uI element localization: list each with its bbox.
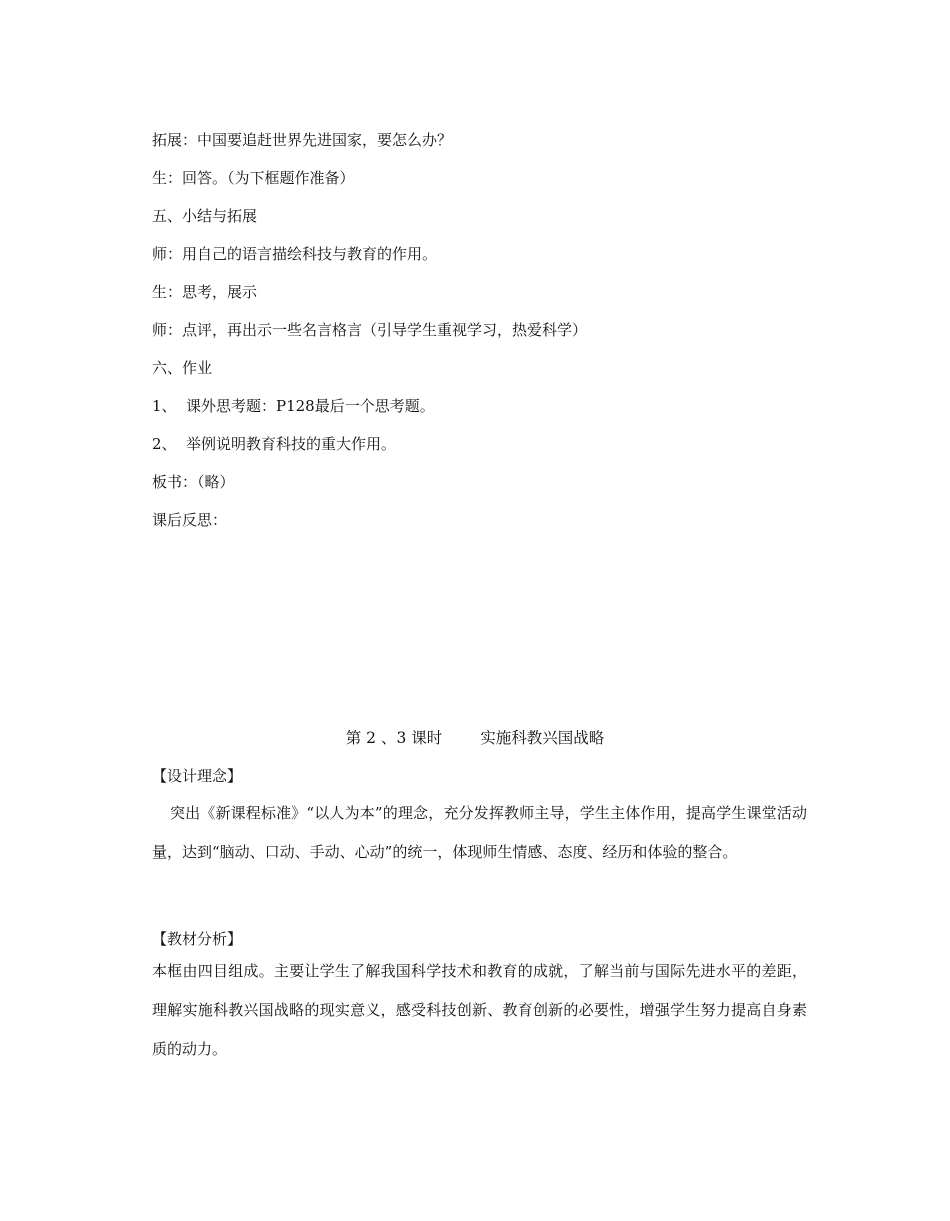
design-concept-heading: 【设计理念】 <box>152 767 243 785</box>
design-concept-text: 突出《新课程标准》“以人为本”的理念，充分发挥教师主导，学生主体作用，提高学生课堂活动量，达到“脑动、口动、手动、心动”的统一，体现师生情感、态度、经历和体验的整合。 <box>152 804 807 861</box>
reflection-label: 课后反思： <box>152 511 228 529</box>
teacher-prompt: 师：用自己的语言描绘科技与教育的作用。 <box>152 245 438 263</box>
section-heading-summary: 五、小结与拓展 <box>152 207 258 225</box>
teacher-comment: 师：点评，再出示一些名言格言（引导学生重视学习，热爱科学） <box>152 321 588 339</box>
extension-question: 拓展：中国要追赶世界先进国家，要怎么办？ <box>152 131 453 149</box>
homework-item <box>152 434 396 454</box>
homework-text: 举例说明教育科技的重大作用。 <box>186 435 397 453</box>
lesson-title <box>0 728 950 748</box>
student-answer: 生：回答。（为下框题作准备） <box>152 169 355 187</box>
lesson-period: 第 2 、3 课时 <box>345 729 443 747</box>
student-response: 生：思考，展示 <box>152 283 258 301</box>
homework-number: 1、 <box>152 397 177 415</box>
homework-number: 2、 <box>152 435 177 453</box>
material-analysis-heading: 【教材分析】 <box>152 930 243 948</box>
board-note: 板书：（略） <box>152 473 235 491</box>
homework-text: 课外思考题：P128最后一个思考题。 <box>186 397 435 415</box>
homework-item <box>152 396 435 416</box>
section-heading-homework: 六、作业 <box>152 359 213 377</box>
material-analysis-text: 本框由四目组成。主要让学生了解我国科学技术和教育的成就，了解当前与国际先进水平的差距，理解实施科教兴国战略的现实意义，感受科技创新、教育创新的必要性，增强学生努力提高自身素质的动力。 <box>152 962 807 1058</box>
lesson-topic: 实施科教兴国战略 <box>480 729 605 747</box>
